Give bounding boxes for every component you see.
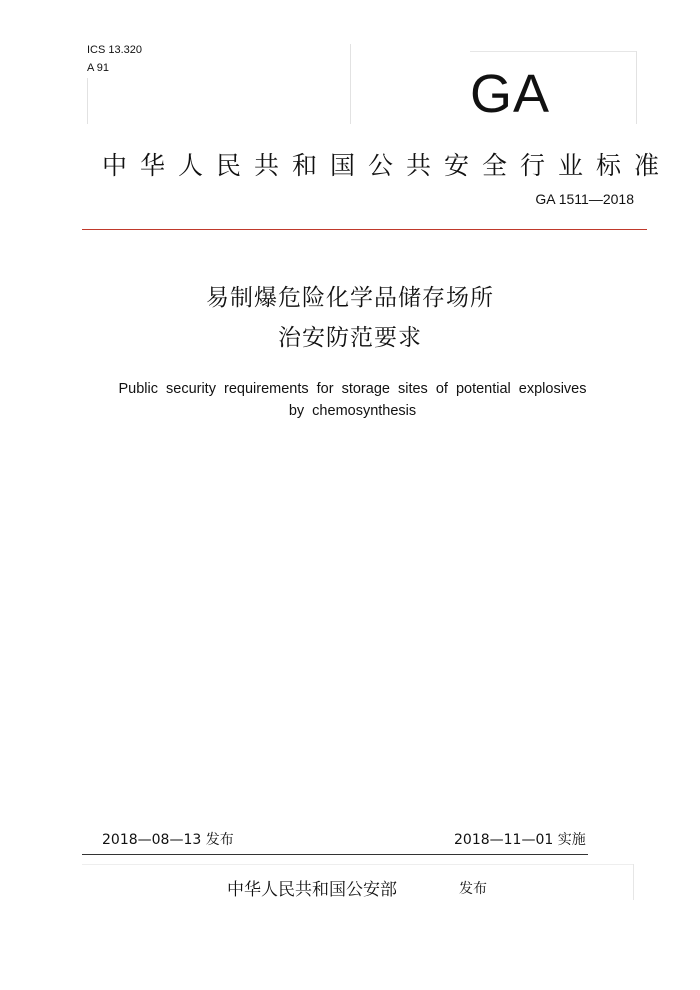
issuer-action: 发布: [459, 881, 487, 897]
issue-date: 2018—08—13 发布: [102, 832, 234, 848]
date-rule: [82, 854, 588, 855]
title-en-line2: by chemosynthesis: [288, 403, 417, 419]
mark-box-right: [636, 51, 637, 124]
ics-code: ICS 13.320: [87, 44, 143, 56]
standard-mark: GA: [470, 64, 551, 124]
implementation-date: 2018—11—01 实施: [454, 832, 586, 848]
header-left-border: [87, 78, 88, 124]
issuer-name: 中华人民共和国公安部: [227, 880, 397, 900]
title-cn-line2: 治安防范要求: [278, 325, 422, 351]
standard-category-title: 中华人民共和国公共安全行业标准: [102, 151, 673, 180]
title-cn-line1: 易制爆危险化学品储存场所: [206, 285, 494, 311]
classification-code: A 91: [87, 62, 110, 74]
standard-number: GA 1511—2018: [535, 191, 634, 207]
footer-top-border: [82, 864, 634, 865]
footer-right-border: [633, 864, 634, 900]
header-divider: [350, 44, 351, 124]
mark-box-top: [470, 51, 636, 52]
header-red-rule: [82, 229, 647, 230]
title-en-line1: Public security requirements for storage sites of potential explosives: [118, 381, 587, 397]
